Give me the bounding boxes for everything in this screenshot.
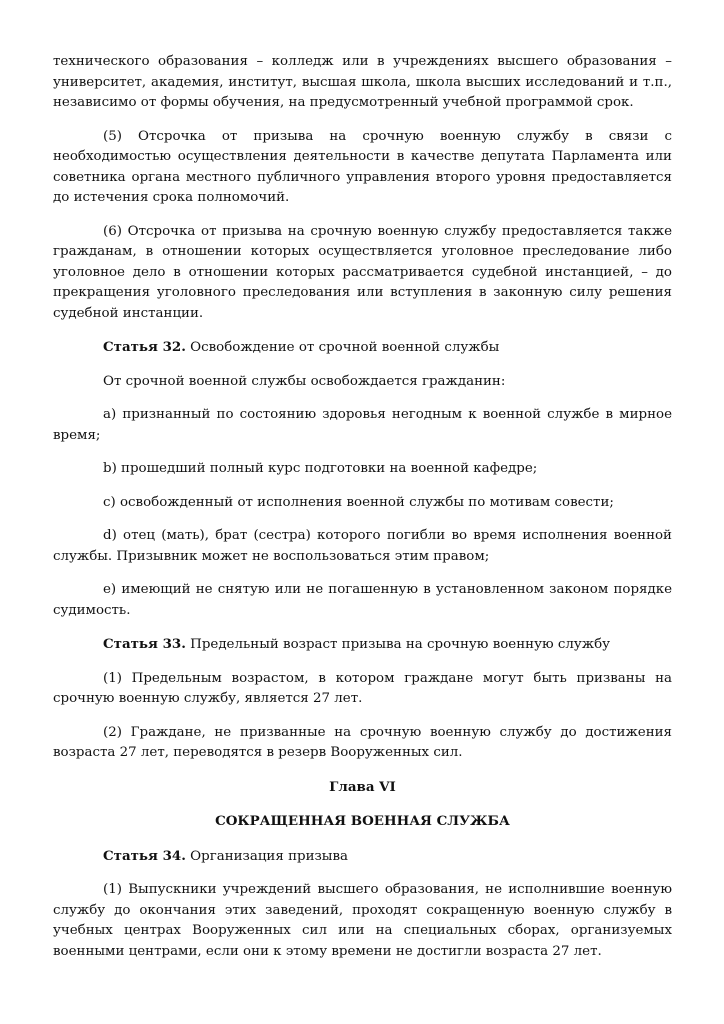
article-33-paragraph-2: (2) Граждане, не призванные на срочную военную службу до достижения возраста 27 лет, переводятся в резерв Вооруженных сил. (53, 724, 672, 760)
article-32-name: Освобождение от срочной военной службы (190, 340, 500, 355)
chapter-number: Глава VI (329, 778, 396, 795)
article-32-intro: От срочной военной службы освобождается гражданин: (103, 373, 506, 389)
article-33-heading (53, 634, 672, 656)
article-33-name: Предельный возраст призыва на срочную военную службу (190, 637, 611, 652)
article-34-name: Организация призыва (190, 848, 348, 864)
article-32-item-d: d) отец (мать), брат (сестра) которого погибли во время исполнения военной службы. Призывник может не воспользоваться этим правом; (53, 528, 672, 564)
article-34-heading (53, 846, 672, 868)
article-33-number: Статья 33. (103, 636, 186, 652)
article-32-item-a: a) признанный по состоянию здоровья негодным к военной службе в мирное время; (53, 407, 672, 443)
paragraph-5: (5) Отсрочка от призыва на срочную военную службу в связи с необходимостью осуществления деятельности в качестве депутата Парламента или советника органа местного публичного управления второго уровня предоставляется до истечения срока полномочий. (53, 128, 672, 205)
paragraph-6: (6) Отсрочка от призыва на срочную военную службу предоставляется также гражданам, в отношении которых осуществляется уголовное преследование либо уголовное дело в отношении которых рассматривается судебной инстанцией, – до прекращения уголовного преследования или вступления в законную силу решения судебной инстанции. (53, 223, 672, 321)
article-34-paragraph-1: (1) Выпускники учреждений высшего образования, не исполнившие военную службу до окончания этих заведений, проходят сокращенную военную службу в учебных центрах Вооруженных сил или на специальных сборах, организуемых военными центрами, если они к этому времени не достигли возраста 27 лет. (53, 882, 672, 959)
article-32-item-b: b) прошедший полный курс подготовки на военной кафедре; (103, 461, 538, 476)
article-33-paragraph-1: (1) Предельным возрастом, в котором граждане могут быть призваны на срочную военную службу, является 27 лет. (53, 670, 672, 706)
paragraph-continuation: технического образования – колледж или в учреждениях высшего образования – университет, академия, институт, высшая школа, школа высших исследований и т.п., независимо от формы обучения, на предусмотренный учебной программой срок. (53, 54, 672, 110)
article-32-item-c: c) освобожденный от исполнения военной службы по мотивам совести; (103, 494, 614, 510)
article-32-item-e: e) имеющий не снятую или не погашенную в установленном законом порядке судимость. (53, 582, 672, 618)
chapter-title: СОКРАЩЕННАЯ ВОЕННАЯ СЛУЖБА (215, 813, 510, 829)
document-body (53, 52, 672, 975)
article-32-heading (53, 337, 672, 359)
article-34-number: Статья 34. (103, 847, 186, 864)
article-32-number: Статья 32. (103, 339, 186, 355)
